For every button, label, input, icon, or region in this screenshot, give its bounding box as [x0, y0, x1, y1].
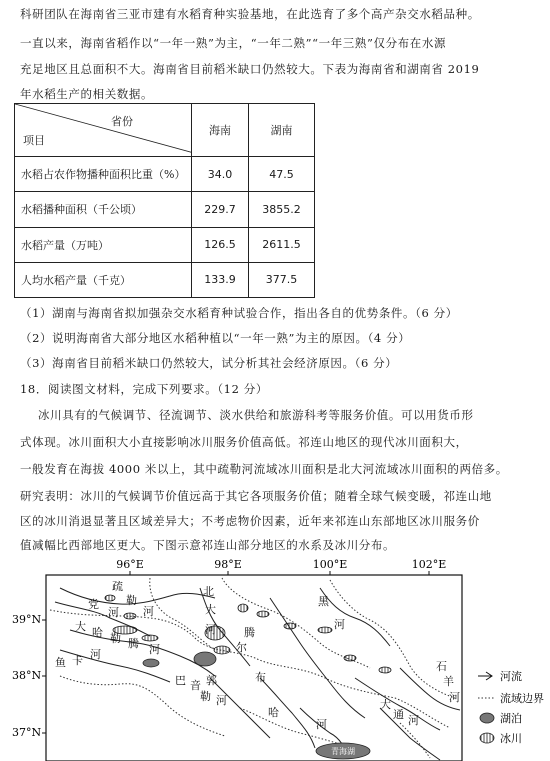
- q18-title: 18．阅读图文材料，完成下列要求。（12 分）: [20, 382, 268, 396]
- glacier-shape: [214, 646, 230, 654]
- glacier-shape: [142, 635, 158, 641]
- row-label: 人均水稻产量（千克）: [15, 262, 192, 297]
- lon-label: 96°E: [116, 558, 144, 571]
- basin-boundaries: [50, 578, 455, 758]
- river-char: 哈: [268, 706, 279, 719]
- q18-line-4: 研究表明：冰川的气候调节价值远高于其它各项服务价值；随着全球气候变暖，祁连山地: [20, 489, 492, 503]
- lon-label: 102°E: [411, 558, 447, 571]
- river-char: 大: [75, 620, 86, 633]
- river-char: 河: [334, 618, 345, 631]
- column-header-hunan: 湖南: [249, 104, 315, 157]
- q18-line-1: 冰川具有的气候调节、径流调节、淡水供给和旅游科考等服务价值。可以用货币形: [38, 408, 474, 422]
- glacier-shape: [124, 613, 136, 619]
- cell-value: 126.5: [192, 227, 249, 262]
- legend-boundary: 流域边界: [500, 692, 544, 705]
- glacier-shape: [257, 611, 269, 617]
- question-1: （1）湖南与海南省拟加强杂交水稻育种试验合作，指出各自的优势条件。（6 分）: [20, 306, 458, 320]
- table-header-diagonal: [15, 104, 192, 157]
- lat-label: 38°N: [12, 669, 42, 682]
- cell-value: 133.9: [192, 262, 249, 297]
- river-char: 音: [190, 679, 201, 692]
- qilian-map: [0, 558, 550, 761]
- glacier-shape: [284, 623, 296, 629]
- glacier-shape: [105, 595, 115, 601]
- river-char: 河: [316, 718, 327, 731]
- river-char: 大: [205, 603, 216, 616]
- cell-value: 2611.5: [249, 227, 315, 262]
- river-char: 河: [205, 623, 216, 636]
- lakes: [143, 652, 370, 759]
- lon-label: 98°E: [214, 558, 242, 571]
- intro-line-1: 科研团队在海南省三亚市建有水稻育种实验基地，在此选育了多个高产杂交水稻品种。: [20, 7, 480, 21]
- legend-river: 河流: [500, 670, 522, 683]
- lat-label: 39°N: [12, 613, 42, 626]
- cell-value: 377.5: [249, 262, 315, 297]
- lat-label: 37°N: [12, 726, 42, 739]
- glacier-shape: [318, 627, 332, 633]
- q18-line-5: 区的冰川消退显著且区域差异大；不考虑物价因素，近年来祁连山东部地区冰川服务价: [20, 514, 480, 528]
- intro-line-2: 一直以来，海南省稻作以“一年一熟”为主，“一年二熟”“一年三熟”仅分布在水源: [20, 36, 447, 50]
- table-row: [15, 192, 315, 227]
- river-char: 大: [380, 698, 391, 711]
- river-char: 勒: [126, 594, 137, 607]
- river-char: 河: [90, 648, 101, 661]
- q18-line-2: 式体现。冰川面积大小直接影响冰川服务价值高低。祁连山地区的现代冰川面积大，: [20, 435, 468, 449]
- river-char: 腾: [244, 626, 255, 639]
- map-legend: [478, 669, 544, 745]
- q18-line-6: 值减幅比西部地区更大。下图示意祁连山部分地区的水系及冰川分布。: [20, 538, 396, 552]
- cell-value: 3855.2: [249, 192, 315, 227]
- river-char: 卡: [72, 654, 83, 667]
- column-header-hainan: 海南: [192, 104, 249, 157]
- river-char: 黑: [318, 595, 329, 608]
- glacier-shape: [344, 655, 356, 661]
- river-char: 郭: [206, 674, 217, 687]
- header-province: 省份: [111, 115, 133, 128]
- river-char: 尔: [236, 641, 247, 654]
- row-label: 水稻占农作物播种面积比重（%）: [15, 157, 192, 192]
- glacier-shape: [238, 604, 248, 612]
- q18-line-3: 一般发育在海拔 4000 米以上，其中疏勒河流域冰川面积是北大河流域冰川面积的两倍多。: [20, 462, 508, 476]
- header-item: 项目: [23, 134, 45, 147]
- river-char: 党: [88, 598, 99, 611]
- river-char: 巴: [175, 674, 186, 687]
- river-char: 疏: [112, 580, 123, 593]
- cell-value: 34.0: [192, 157, 249, 192]
- table-row: [15, 227, 315, 262]
- table-row: [15, 157, 315, 192]
- glacier-legend-icon: [480, 733, 494, 743]
- river-char: 鱼: [55, 656, 66, 669]
- question-2: （2）说明海南省大部分地区水稻种植以“一年一熟”为主的原因。（4 分）: [20, 331, 411, 345]
- intro-line-4: 年水稻生产的相关数据。: [20, 87, 154, 101]
- lake-shape: [194, 652, 216, 666]
- cell-value: 229.7: [192, 192, 249, 227]
- question-3: （3）海南省目前稻米缺口仍然较大，试分析其社会经济原因。（6 分）: [20, 356, 398, 370]
- row-label: 水稻产量（万吨）: [15, 227, 192, 262]
- legend-lake: 湖泊: [500, 712, 522, 725]
- river-char: 石: [436, 660, 447, 673]
- lake-legend-icon: [480, 713, 494, 723]
- river-char: 河: [143, 605, 154, 618]
- river-char: 勒: [200, 690, 211, 703]
- river-char: 勒: [110, 632, 121, 645]
- intro-line-3: 充足地区且总面积不大。海南省目前稻米缺口仍然较大。下表为海南省和湖南省 2019: [20, 62, 480, 76]
- river-char: 哈: [92, 626, 103, 639]
- river-char: 北: [203, 585, 214, 598]
- river-char: 河: [408, 714, 419, 727]
- rice-data-table: [14, 103, 315, 298]
- river-char: 河: [216, 694, 227, 707]
- diagonal-line: [15, 104, 192, 156]
- river-char: 布: [255, 671, 266, 684]
- table-row: [15, 262, 315, 297]
- river-char: 羊: [443, 675, 454, 688]
- river-char: 通: [393, 708, 404, 721]
- river-char: 河: [149, 643, 160, 656]
- river-char: 腾: [128, 637, 139, 650]
- cell-value: 47.5: [249, 157, 315, 192]
- legend-glacier: 冰川: [500, 732, 522, 745]
- river-labels: [55, 580, 460, 731]
- glacier-shape: [379, 667, 391, 673]
- row-label: 水稻播种面积（千公顷）: [15, 192, 192, 227]
- lon-label: 100°E: [312, 558, 348, 571]
- river-char: 河: [108, 606, 119, 619]
- lake-label: 青海湖: [331, 747, 355, 756]
- river-char: 河: [449, 691, 460, 704]
- lake-shape: [143, 659, 159, 667]
